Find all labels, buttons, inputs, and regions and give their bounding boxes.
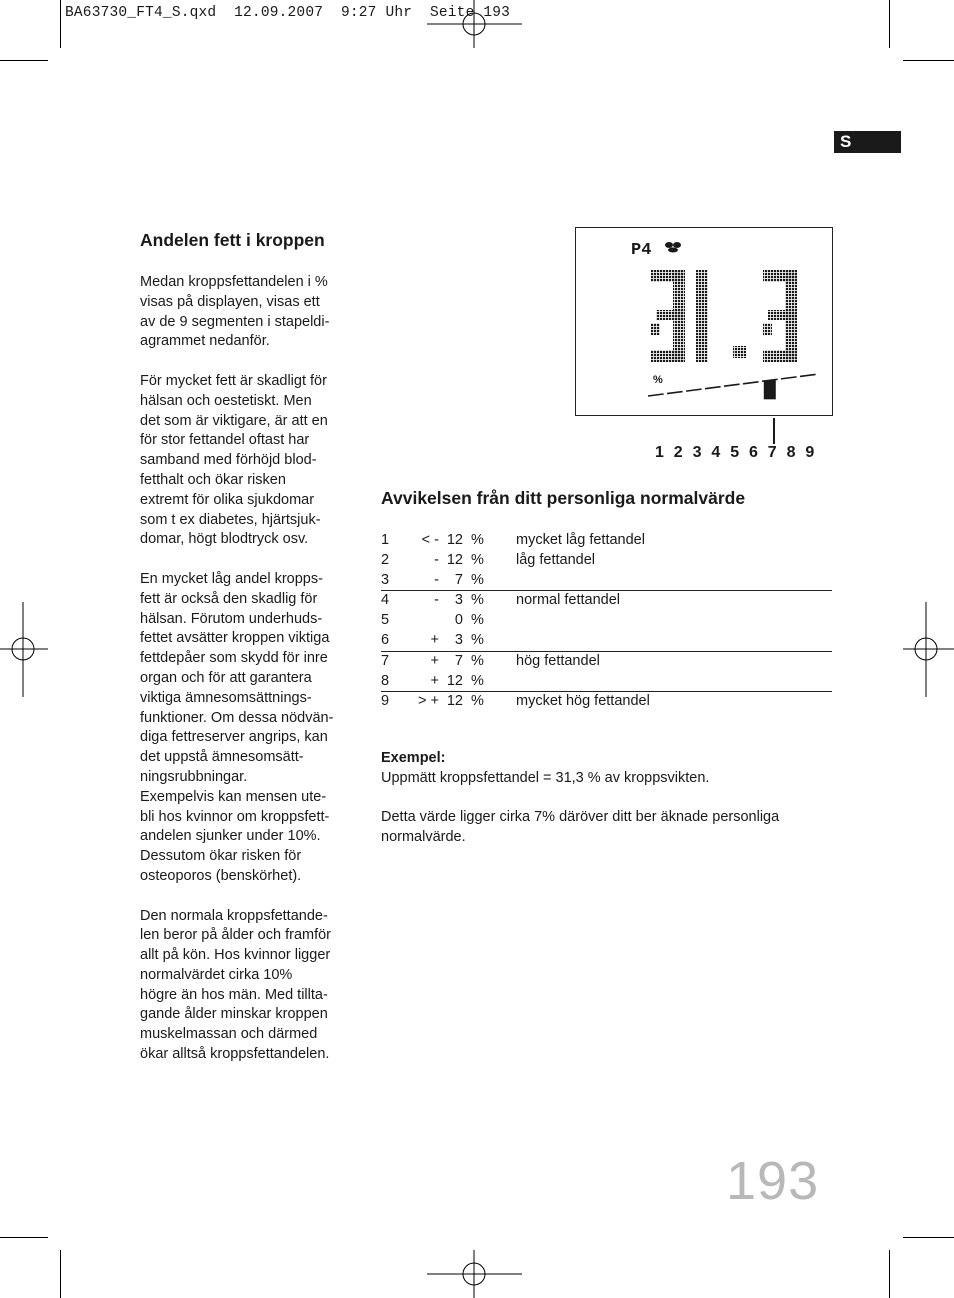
- example-line: Uppmätt kroppsfettandel = 31,3 % av kroppsvikten.: [381, 769, 710, 786]
- crop-mark: [889, 1250, 890, 1298]
- table-cell-pct: %: [471, 592, 484, 609]
- segment-numbers: [655, 444, 824, 462]
- print-header: BA63730_FT4_S.qxd 12.09.2007 9:27 Uhr Seite 193: [65, 5, 511, 21]
- table-cell-val: 3: [443, 631, 463, 651]
- section-heading: Andelen fett i kroppen: [140, 230, 325, 250]
- reading-digits: [651, 270, 797, 362]
- segment-dash: [686, 389, 702, 391]
- table-cell-pct: %: [463, 571, 516, 591]
- registration-mark-bottom: [425, 1250, 525, 1298]
- crop-mark: [60, 0, 61, 48]
- example-block: [381, 749, 833, 848]
- crop-mark: [903, 1237, 954, 1238]
- segment-number: 2: [673, 444, 683, 461]
- table-cell-pct: %: [471, 551, 484, 568]
- table-cell-val: 0: [454, 612, 463, 629]
- segment-dash: [800, 374, 816, 376]
- table-cell-val: 12: [446, 693, 463, 710]
- example-label: Exempel:: [381, 750, 446, 766]
- table-row: [381, 611, 832, 631]
- segment-dash: [648, 394, 664, 396]
- scale-display: [575, 227, 833, 416]
- left-column: [140, 230, 355, 1065]
- page-number: 193: [726, 1151, 820, 1211]
- table-cell-op: +: [407, 672, 443, 692]
- table-cell-op: -: [434, 592, 439, 609]
- example-line: Detta värde ligger cirka 7% däröver ditt ber äknade personliga normalvärde.: [381, 809, 780, 846]
- table-cell-idx: 2: [381, 551, 390, 568]
- pointer-line: [772, 418, 776, 444]
- user-icon: [665, 242, 681, 253]
- table-cell-val: 12: [446, 551, 463, 568]
- table-cell-op: +: [430, 652, 439, 669]
- segment-number: 4: [711, 444, 721, 461]
- unit-label: %: [653, 374, 663, 386]
- table-cell-pct: %: [471, 532, 484, 548]
- user-label: P4: [631, 241, 652, 260]
- table-row: [381, 672, 832, 692]
- table-cell-val: 7: [443, 571, 463, 591]
- active-segment-block: [764, 380, 776, 399]
- crop-mark: [889, 0, 890, 48]
- table-cell-desc: mycket låg fettandel: [516, 532, 645, 548]
- language-tab: S: [834, 131, 901, 153]
- table-row: [381, 591, 832, 611]
- segment-number: 1: [655, 444, 664, 461]
- registration-mark-left: [0, 600, 48, 700]
- segment-number: 7: [767, 444, 777, 461]
- table-row: [381, 571, 832, 591]
- paragraph: Medan kroppsfettandelen i % visas på displayen, visas ett av de 9 segmenten i stapeldi- agrammet nedanför.: [140, 274, 330, 350]
- table-cell-val: 7: [454, 652, 463, 669]
- table-cell-pct: %: [471, 652, 484, 669]
- paragraph: En mycket låg andel kropps- fett är också den skadlig för hälsan. Förutom underhuds- fettet avsätter kroppen viktiga fettdepåer som skydd för inre organ och för att garantera viktiga ämnesomsättnings- funktioner. Om dessa nödvän- diga fettreserver angrips, kan det uppstå ämnesomsätt- ningsrubbningar. Exempelvis kan mensen ute- bli hos kvinnor om kroppsfett- andelen sjunker under 10%. Dessutom ökar risken för osteoporos (benskörhet).: [140, 570, 334, 884]
- segment-dash: [781, 377, 797, 379]
- table-cell-idx: 5: [381, 612, 390, 629]
- table-cell-pct: %: [471, 693, 484, 710]
- section-heading: Avvikelsen från ditt personliga normalvärde: [381, 488, 746, 508]
- table-cell-desc: mycket hög fettandel: [516, 693, 650, 710]
- paragraph: Den normala kroppsfettande- len beror på ålder och framför allt på kön. Hos kvinnor ligger normalvärdet cirka 10% högre än hos män. Med tillta- gande ålder minskar kroppen muskelmassan och därmed ökar alltså kroppsfettandelen.: [140, 907, 332, 1063]
- registration-mark-right: [903, 600, 954, 700]
- paragraph: För mycket fett är skadligt för hälsan och oestetiskt. Men det som är viktigare, är att en för stor fettandel oftast har samband med förhöjd blod- fetthalt och ökar risken extremt för olika sjukdomar som t ex diabetes, hjärtsjuk- domar, högt blodtryck osv.: [140, 372, 328, 548]
- table-row: [381, 692, 832, 712]
- table-cell-op: [407, 611, 443, 631]
- table-cell-desc: [516, 672, 832, 692]
- segment-number: 8: [786, 444, 796, 461]
- table-cell-idx: 1: [381, 532, 390, 548]
- segment-dash: [667, 392, 683, 394]
- table-cell-idx: 8: [381, 672, 407, 692]
- table-cell-idx: 7: [381, 652, 390, 669]
- table-cell-val: 3: [454, 592, 463, 609]
- table-cell-op: > +: [418, 693, 439, 710]
- segment-dash: [724, 384, 740, 386]
- segment-dash: [705, 387, 721, 389]
- table-cell-desc: [516, 611, 832, 631]
- crop-mark: [60, 1250, 61, 1298]
- table-cell-desc: normal fettandel: [516, 592, 620, 609]
- table-cell-idx: 6: [381, 631, 407, 651]
- table-row: [381, 531, 832, 551]
- segment-number: 6: [748, 444, 758, 461]
- crop-mark: [0, 1237, 48, 1238]
- table-cell-op: -: [434, 551, 439, 568]
- table-cell-op: +: [407, 631, 443, 651]
- segment-bar: [648, 374, 816, 399]
- table-cell-desc: [516, 571, 832, 591]
- crop-mark: [0, 60, 48, 61]
- table-cell-desc: [516, 631, 832, 651]
- table-cell-op: -: [407, 571, 443, 591]
- table-cell-idx: 3: [381, 571, 407, 591]
- table-cell-idx: 4: [381, 592, 390, 609]
- table-cell-pct: %: [463, 631, 516, 651]
- segment-number: 5: [730, 444, 740, 461]
- right-column: [381, 488, 833, 509]
- table-row: [381, 651, 832, 671]
- table-row: [381, 551, 832, 571]
- table-cell-val: 12: [443, 672, 463, 692]
- table-cell-val: 12: [446, 532, 463, 548]
- table-cell-pct: %: [471, 612, 484, 629]
- segment-number: 3: [692, 444, 702, 461]
- crop-mark: [903, 60, 954, 61]
- table-cell-desc: hög fettandel: [516, 652, 600, 669]
- table-cell-desc: låg fettandel: [516, 551, 596, 568]
- table-cell-idx: 9: [381, 693, 390, 710]
- display-graphic: [576, 228, 832, 415]
- table-row: [381, 631, 832, 651]
- table-cell-pct: %: [463, 672, 516, 692]
- deviation-table: [381, 531, 832, 712]
- segment-number: 9: [805, 444, 815, 461]
- table-cell-op: < -: [421, 532, 439, 548]
- segment-dash: [743, 382, 759, 384]
- registration-mark-top: [425, 0, 525, 50]
